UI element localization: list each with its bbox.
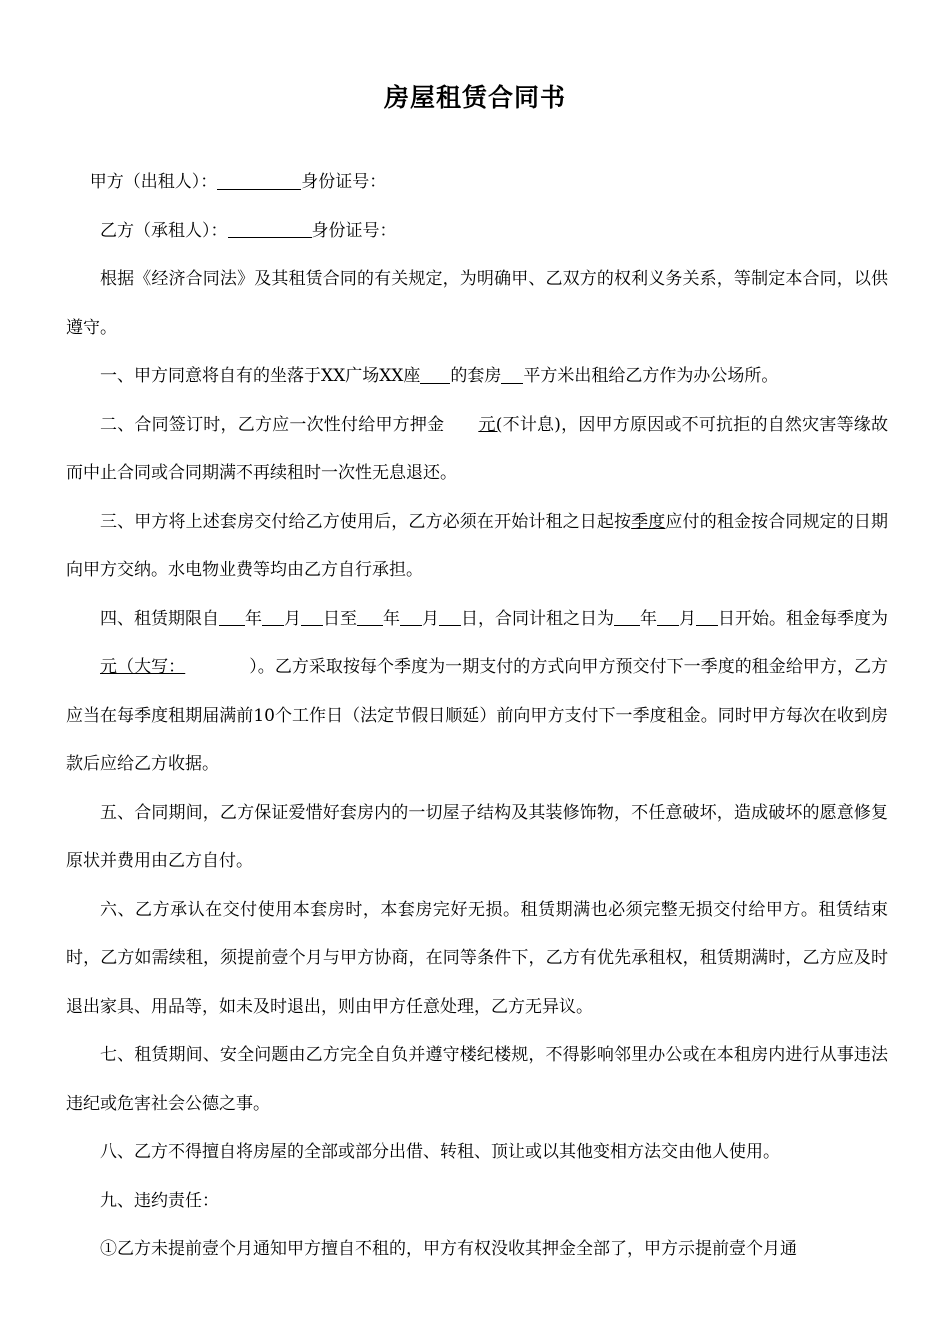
clause-3-quarter: 季度	[631, 511, 666, 532]
clause-1	[66, 352, 888, 401]
rent-month-blank[interactable]	[657, 608, 679, 626]
rent-yuan-label: 元（大写：	[100, 657, 186, 677]
clause-4-text-rest: ）。乙方采取按每个季度为一期支付的方式向甲方预交付下一季度的租金给甲方，乙方应当在每季度租期届满前10个工作日（法定节假日顺延）前向甲方支付下一季度租金。同时甲方每次在收到房款后应给乙方收据。	[66, 657, 889, 774]
clause-3-text-a: 三、甲方将上述套房交付给乙方使用后，乙方必须在开始计租之日起按	[100, 511, 632, 532]
party-b-line	[66, 207, 888, 256]
party-b-name-blank[interactable]	[228, 220, 312, 238]
clause-4	[66, 595, 888, 789]
end-month-blank[interactable]	[400, 608, 422, 626]
document-title: 房屋租赁合同书	[383, 83, 566, 112]
clause-2-text-b: 元(	[478, 414, 503, 435]
clause-4-text-a: 四、租赁期限自	[100, 608, 219, 629]
clause-2-text-a: 二、合同签订时，乙方应一次性付给甲方押金	[100, 414, 445, 435]
clause-3-text-c: 应付的租金按合同规定的日期向甲方交纳。水电物业费等均由乙方自行承担。	[66, 511, 889, 580]
start-month-blank[interactable]	[262, 608, 284, 626]
end-year-blank[interactable]	[357, 608, 383, 626]
clause-8: 八、乙方不得擅自将房屋的全部或部分出借、转租、顶让或以其他变相方法交由他人使用。	[100, 1142, 780, 1162]
clause-3	[66, 498, 888, 595]
rent-start-label: 日，合同计租之日为	[461, 608, 614, 629]
clause-2	[66, 401, 888, 498]
clause-9-item-1: ①乙方未提前壹个月通知甲方擅自不租的，甲方有权没收其押金全部了，甲方示提前壹个月通	[100, 1239, 797, 1259]
party-a-line	[66, 158, 888, 207]
day-to-label: 日至	[323, 608, 357, 629]
month-label: 月	[284, 608, 301, 629]
clause-1-text-c: 平方米出租给乙方作为办公场所。	[523, 366, 779, 386]
party-b-label: 乙方（承租人）：	[100, 220, 228, 241]
party-a-label: 甲方（出租人）：	[89, 172, 218, 192]
contract-body	[66, 158, 888, 1274]
area-blank[interactable]	[501, 366, 523, 384]
rent-day-blank[interactable]	[696, 608, 718, 626]
year-label: 年	[383, 608, 400, 629]
party-b-id-label: 身份证号：	[311, 220, 397, 241]
start-year-blank[interactable]	[219, 608, 245, 626]
party-a-name-blank[interactable]	[217, 172, 301, 190]
end-day-blank[interactable]	[439, 608, 461, 626]
clause-9: 九、违约责任：	[100, 1190, 219, 1211]
clause-1-text-a: 一、甲方同意将自有的坐落于XX广场XX座	[100, 366, 421, 386]
year-label: 年	[245, 608, 262, 629]
rent-year-blank[interactable]	[614, 608, 640, 626]
year-label: 年	[640, 608, 657, 629]
rent-amount-blank[interactable]	[66, 657, 249, 677]
month-label: 月	[679, 608, 696, 629]
month-label: 月	[422, 608, 439, 629]
clause-7: 七、租赁期间、安全问题由乙方完全自负并遵守楼纪楼规，不得影响邻里办公或在本租房内进行从事违法违纪或危害社会公德之事。	[66, 1045, 888, 1114]
rent-per-quarter-label: 日开始。租金每季度为	[718, 608, 888, 629]
start-day-blank[interactable]	[301, 608, 323, 626]
clause-6: 六、乙方承认在交付使用本套房时，本套房完好无损。租赁期满也必须完整无损交付给甲方。租赁结束时，乙方如需续租，须提前壹个月与甲方协商，在同等条件下，乙方有优先承租权，租赁期满时，乙方应及时退出家具、用品等，如未及时退出，则由甲方任意处理，乙方无异议。	[66, 899, 888, 1017]
intro-paragraph: 根据《经济合同法》及其租赁合同的有关规定，为明确甲、乙双方的权利义务关系，等制定本合同，以供遵守。	[66, 269, 888, 338]
party-a-id-label: 身份证号：	[301, 172, 387, 192]
clause-5: 五、合同期间，乙方保证爱惜好套房内的一切屋子结构及其装修饰物，不任意破坏，造成破坏的愿意修复原状并费用由乙方自付。	[66, 802, 888, 871]
room-number-blank[interactable]	[420, 366, 450, 384]
clause-2-text-c: 不计息)，因甲方原因或不可抗拒的自然灾害等缘故而中止合同或合同期满不再续租时一次性无息退还。	[66, 414, 889, 483]
deposit-blank[interactable]	[444, 415, 502, 435]
clause-1-text-b: 的套房	[450, 366, 502, 386]
